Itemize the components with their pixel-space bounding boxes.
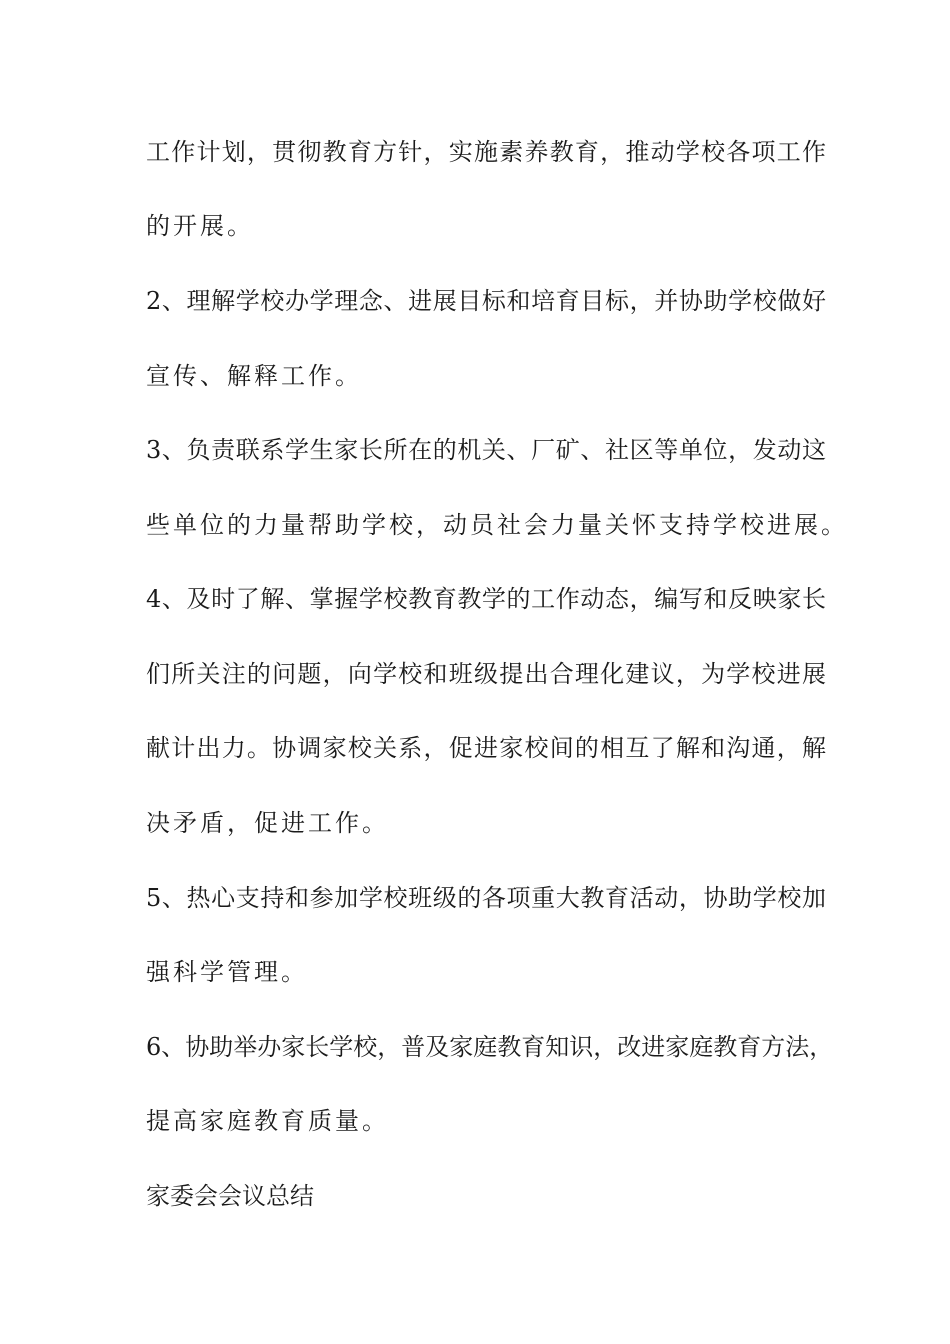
text-line: 5、热心支持和参加学校班级的各项重大教育活动，协助学校加 xyxy=(146,884,826,912)
text-line: 献计出力。协调家校关系，促进家校间的相互了解和沟通，解 xyxy=(146,734,826,762)
text-line: 3、负责联系学生家长所在的机关、厂矿、社区等单位，发动这 xyxy=(146,436,826,464)
text-line: 们所关注的问题，向学校和班级提出合理化建议，为学校进展 xyxy=(146,660,826,688)
text-line: 提高家庭教育质量。 xyxy=(146,1107,389,1135)
text-line: 决矛盾，促进工作。 xyxy=(146,809,389,837)
text-line: 宣传、解释工作。 xyxy=(146,362,362,390)
text-line: 6、协助举办家长学校，普及家庭教育知识，改进家庭教育方法， xyxy=(146,1033,834,1061)
text-line: 2、理解学校办学理念、进展目标和培育目标，并协助学校做好 xyxy=(146,287,826,315)
text-line: 强科学管理。 xyxy=(146,958,308,986)
text-line: 4、及时了解、掌握学校教育教学的工作动态，编写和反映家长 xyxy=(146,585,826,613)
text-line: 的开展。 xyxy=(146,212,254,240)
text-line: 工作计划，贯彻教育方针，实施素养教育，推动学校各项工作 xyxy=(146,138,826,166)
section-heading: 家委会会议总结 xyxy=(146,1182,314,1210)
text-line: 些单位的力量帮助学校，动员社会力量关怀支持学校进展。 xyxy=(146,511,848,539)
